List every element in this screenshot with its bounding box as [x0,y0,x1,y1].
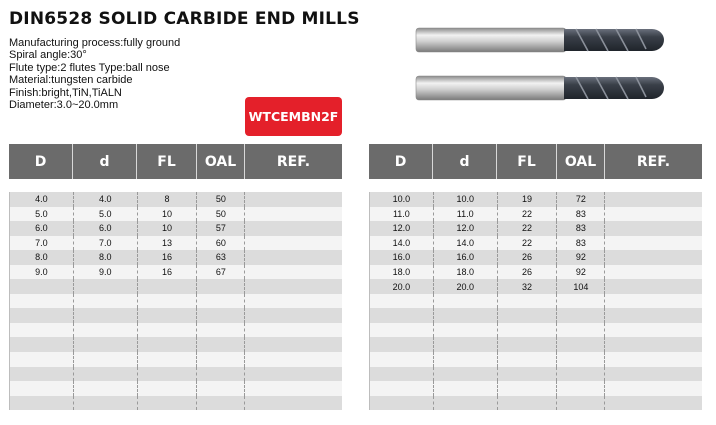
col-header-oal: OAL [197,144,245,179]
cell-ref [245,323,342,338]
table-row [10,236,342,251]
cell-d-lower: 4.0 [74,192,138,207]
cell-oal [557,337,605,352]
cell-fl: 32 [498,279,558,294]
cell-d-upper [370,323,434,338]
spec-finish: Finish:bright,TiN,TiALN [9,86,122,99]
cell-fl: 16 [138,265,198,280]
col-header-d-lower: d [73,144,137,179]
cell-d-lower: 14.0 [434,236,498,251]
table-row [10,250,342,265]
cell-d-upper [10,367,74,382]
cell-d-upper: 9.0 [10,265,74,280]
table-row [10,381,342,396]
table-header [9,144,342,179]
cell-fl: 10 [138,207,198,222]
cell-fl [138,323,198,338]
cell-oal [197,323,245,338]
cell-ref [245,221,342,236]
cell-d-lower [434,367,498,382]
cell-d-upper: 4.0 [10,192,74,207]
cell-fl: 26 [498,265,558,280]
spec-material: Material:tungsten carbide [9,74,133,87]
cell-oal: 50 [197,192,245,207]
page-title: DIN6528 SOLID CARBIDE END MILLS [9,9,360,29]
spec-list [9,37,180,111]
cell-d-lower [74,381,138,396]
cell-fl [498,323,558,338]
table-row [370,236,702,251]
cell-ref [245,250,342,265]
cell-fl: 8 [138,192,198,207]
cell-d-lower: 10.0 [434,192,498,207]
cell-oal: 83 [557,236,605,251]
cell-oal [557,323,605,338]
table-row [10,207,342,222]
cell-oal [197,308,245,323]
cell-ref [605,265,702,280]
cell-oal [557,352,605,367]
col-header-ref: REF. [636,153,671,170]
spec-diameter: Diameter:3.0~20.0mm [9,99,119,112]
cell-d-upper [370,337,434,352]
table-row [370,221,702,236]
product-code-badge: WTCEMBN2F [245,97,342,136]
cell-ref [245,207,342,222]
cell-d-upper: 20.0 [370,279,434,294]
table-row [10,352,342,367]
cell-ref [245,396,342,411]
ball-nose-end-mill-icon [416,28,664,52]
cell-oal [197,352,245,367]
cell-fl [138,352,198,367]
cell-d-upper [370,294,434,309]
cell-oal: 57 [197,221,245,236]
table-row [10,265,342,280]
cell-d-lower: 20.0 [434,279,498,294]
cell-d-upper: 18.0 [370,265,434,280]
col-header-oal: OAL [557,144,605,179]
col-header-d-lower: d [433,144,497,179]
cell-d-upper [10,396,74,411]
cell-d-upper [10,352,74,367]
cell-oal: 67 [197,265,245,280]
cell-ref [245,279,342,294]
table-row [370,265,702,280]
cell-oal: 72 [557,192,605,207]
table-row [370,279,702,294]
cell-d-lower [434,323,498,338]
cell-ref [605,337,702,352]
cell-d-upper [370,396,434,411]
cell-d-upper [10,323,74,338]
cell-d-upper: 14.0 [370,236,434,251]
cell-fl [498,381,558,396]
spec-process: Manufacturing process:fully ground [9,37,181,49]
cell-oal [557,308,605,323]
cell-d-upper: 11.0 [370,207,434,222]
cell-d-lower: 6.0 [74,221,138,236]
table-row [10,308,342,323]
cell-d-upper: 16.0 [370,250,434,265]
cell-d-lower: 11.0 [434,207,498,222]
cell-oal [557,396,605,411]
cell-fl [138,381,198,396]
cell-d-lower [74,308,138,323]
cell-ref [605,352,702,367]
cell-d-upper: 12.0 [370,221,434,236]
cell-d-lower [434,381,498,396]
cell-ref [605,396,702,411]
table-row [370,352,702,367]
cell-oal [557,381,605,396]
cell-fl [138,308,198,323]
cell-oal: 60 [197,236,245,251]
cell-oal: 83 [557,221,605,236]
table-body [9,192,342,410]
table-row [370,323,702,338]
cell-d-upper [370,367,434,382]
cell-fl [138,279,198,294]
table-row [10,279,342,294]
cell-ref [605,207,702,222]
cell-d-lower: 16.0 [434,250,498,265]
cell-fl: 26 [498,250,558,265]
cell-d-lower: 5.0 [74,207,138,222]
cell-fl [498,308,558,323]
cell-oal [197,381,245,396]
spec-flute-type: Flute type:2 flutes Type:ball nose [9,61,170,74]
cell-oal [197,279,245,294]
cell-d-upper [10,279,74,294]
cell-d-lower [434,352,498,367]
cell-ref [605,250,702,265]
cell-ref [605,323,702,338]
cell-ref [245,192,342,207]
col-header-d-upper: D [369,144,433,179]
cell-fl [138,396,198,411]
table-row [10,221,342,236]
cell-ref [245,265,342,280]
table-row [370,192,702,207]
spec-spiral-angle: Spiral angle:30° [9,49,87,62]
cell-oal [197,337,245,352]
cell-fl [138,367,198,382]
cell-ref [605,221,702,236]
table-row [370,396,702,411]
table-row [370,367,702,382]
cell-fl: 22 [498,221,558,236]
cell-fl [498,367,558,382]
cell-d-upper: 5.0 [10,207,74,222]
size-table-left [9,144,342,411]
col-header-d-upper: D [9,144,73,179]
cell-fl: 16 [138,250,198,265]
cell-fl [498,294,558,309]
table-row [370,250,702,265]
cell-d-upper [10,308,74,323]
table-row [370,381,702,396]
col-header-ref: REF. [276,153,311,170]
cell-d-upper [10,337,74,352]
cell-fl [498,352,558,367]
cell-d-lower: 8.0 [74,250,138,265]
cell-fl: 22 [498,207,558,222]
cell-fl [498,396,558,411]
cell-oal [557,294,605,309]
table-row [370,207,702,222]
table-row [10,323,342,338]
col-header-fl: FL [137,144,197,179]
cell-d-upper [370,381,434,396]
size-table-right [369,144,702,411]
cell-d-lower: 7.0 [74,236,138,251]
cell-ref [245,381,342,396]
cell-fl [138,294,198,309]
cell-ref [245,352,342,367]
cell-ref [245,236,342,251]
cell-ref [605,381,702,396]
cell-d-upper [370,352,434,367]
cell-d-lower: 12.0 [434,221,498,236]
cell-oal: 63 [197,250,245,265]
cell-d-lower [74,396,138,411]
cell-ref [245,367,342,382]
cell-d-upper: 8.0 [10,250,74,265]
cell-oal: 50 [197,207,245,222]
cell-d-upper [370,308,434,323]
table-row [10,192,342,207]
table-body [369,192,702,410]
cell-d-upper: 6.0 [10,221,74,236]
table-row [370,294,702,309]
cell-ref [245,294,342,309]
col-header-fl: FL [497,144,557,179]
cell-ref [605,367,702,382]
cell-oal: 83 [557,207,605,222]
cell-d-lower [434,396,498,411]
cell-ref [605,279,702,294]
cell-oal: 104 [557,279,605,294]
ball-nose-end-mill-icon [416,76,664,100]
table-row [10,396,342,411]
table-row [10,337,342,352]
table-row [10,294,342,309]
cell-d-upper: 10.0 [370,192,434,207]
cell-d-lower [434,337,498,352]
cell-fl: 10 [138,221,198,236]
cell-d-lower [74,352,138,367]
product-image [414,20,684,110]
cell-oal [557,367,605,382]
cell-oal [197,367,245,382]
cell-ref [245,308,342,323]
cell-d-lower [74,323,138,338]
cell-d-upper: 7.0 [10,236,74,251]
cell-d-lower: 18.0 [434,265,498,280]
cell-fl: 19 [498,192,558,207]
cell-d-lower [74,294,138,309]
cell-ref [605,294,702,309]
table-row [370,337,702,352]
cell-fl: 13 [138,236,198,251]
cell-oal: 92 [557,265,605,280]
table-row [370,308,702,323]
cell-ref [245,337,342,352]
cell-oal: 92 [557,250,605,265]
cell-fl [498,337,558,352]
cell-d-lower [74,367,138,382]
table-header [369,144,702,179]
cell-d-upper [10,294,74,309]
cell-d-lower [74,279,138,294]
cell-ref [605,192,702,207]
cell-oal [197,294,245,309]
cell-d-upper [10,381,74,396]
cell-fl [138,337,198,352]
cell-ref [605,236,702,251]
cell-d-lower: 9.0 [74,265,138,280]
table-row [10,367,342,382]
cell-ref [605,308,702,323]
cell-d-lower [434,294,498,309]
cell-d-lower [74,337,138,352]
cell-fl: 22 [498,236,558,251]
cell-oal [197,396,245,411]
cell-d-lower [434,308,498,323]
